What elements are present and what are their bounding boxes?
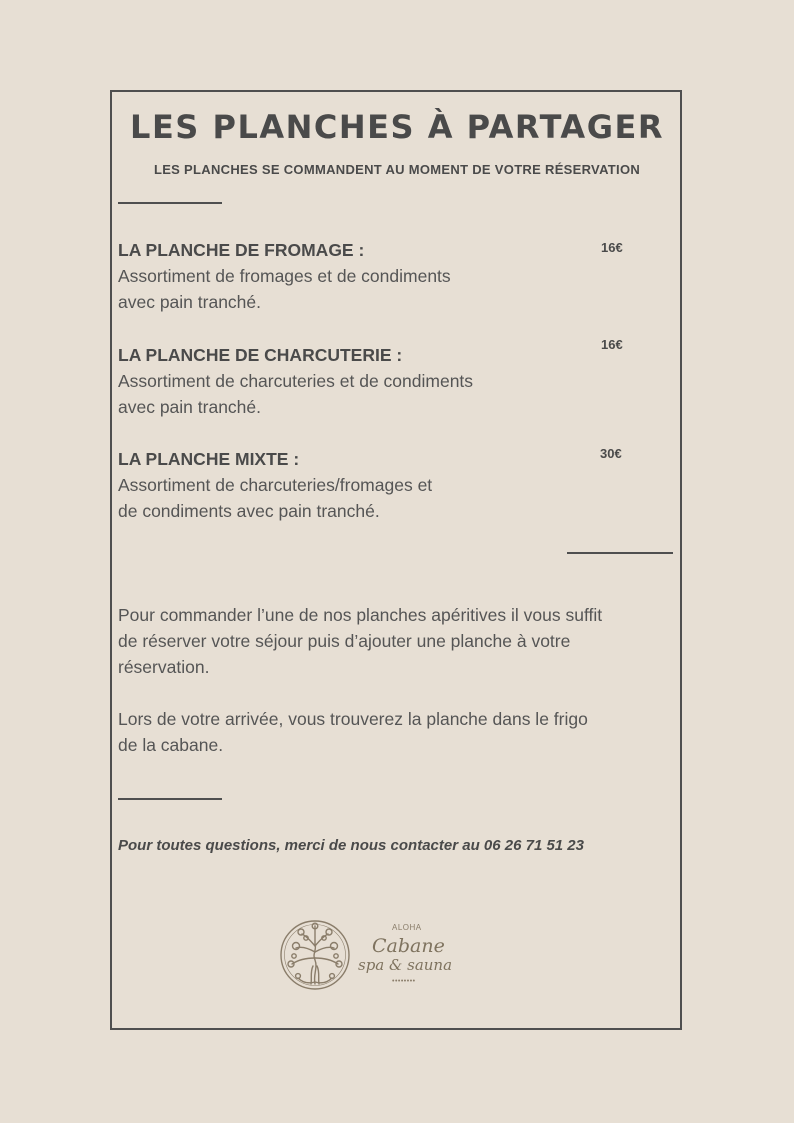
item-name-charcuterie: LA PLANCHE DE CHARCUTERIE : — [118, 345, 403, 365]
item-desc-mixte — [118, 472, 538, 524]
logo-tagline: spa & sauna — [358, 956, 453, 974]
order-info-paragraph — [118, 602, 648, 680]
item-price-charcuterie: 16€ — [601, 337, 623, 352]
divider-bottom — [118, 798, 222, 800]
order-info-line: de réserver votre séjour puis d’ajouter une planche à votre — [118, 631, 571, 651]
divider-top — [118, 202, 222, 204]
item-price-fromage: 16€ — [601, 240, 623, 255]
logo-name: Cabane — [372, 935, 445, 957]
divider-middle — [567, 552, 673, 554]
arrival-info-line: de la cabane. — [118, 735, 224, 755]
logo-small-text: ALOHA — [392, 923, 422, 932]
page-subtitle: LES PLANCHES SE COMMANDENT AU MOMENT DE VOTRE RÉSERVATION — [153, 162, 641, 177]
item-name-fromage: LA PLANCHE DE FROMAGE : — [118, 240, 365, 260]
tree-of-life-icon — [278, 918, 352, 992]
item-price-mixte: 30€ — [600, 446, 622, 461]
item-desc-line: avec pain tranché. — [118, 397, 262, 417]
arrival-info-paragraph — [118, 706, 648, 758]
item-name-mixte: LA PLANCHE MIXTE : — [118, 449, 300, 469]
item-desc-fromage — [118, 263, 538, 315]
item-desc-line: avec pain tranché. — [118, 292, 262, 312]
order-info-line: Pour commander l’une de nos planches apéritives il vous suffit — [118, 605, 603, 625]
contact-line: Pour toutes questions, merci de nous contacter au 06 26 71 51 23 — [118, 837, 584, 854]
order-info-line: réservation. — [118, 657, 210, 677]
item-desc-line: Assortiment de fromages et de condiments — [118, 266, 451, 286]
menu-frame — [110, 90, 682, 1030]
item-desc-line: Assortiment de charcuteries et de condiments — [118, 371, 474, 391]
item-desc-line: Assortiment de charcuteries/fromages et — [118, 475, 433, 495]
page-title: LES PLANCHES À PARTAGER — [130, 108, 664, 146]
item-desc-charcuterie — [118, 368, 538, 420]
item-desc-line: de condiments avec pain tranché. — [118, 501, 380, 521]
logo-ornament: •••••••• — [392, 978, 416, 985]
arrival-info-line: Lors de votre arrivée, vous trouverez la planche dans le frigo — [118, 709, 588, 729]
